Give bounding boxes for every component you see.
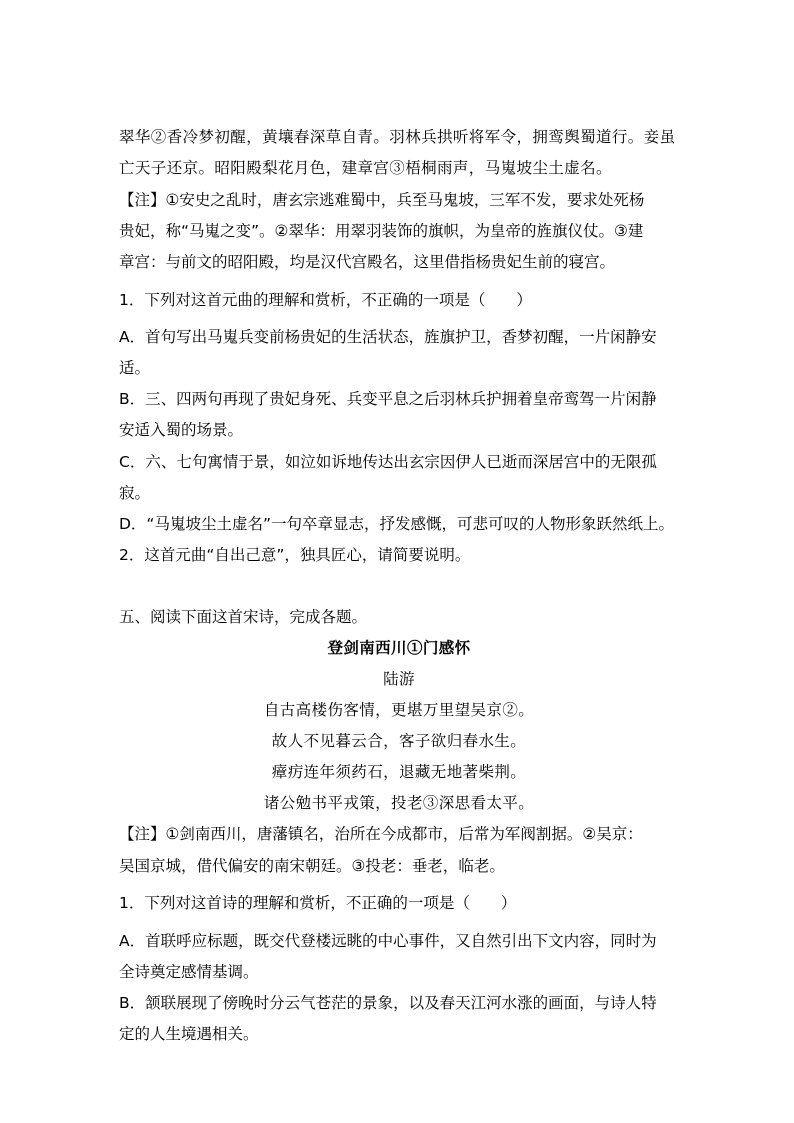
note-line: 吴国京城，借代偏安的南宋朝廷。③投老：垂老，临老。 — [119, 857, 505, 875]
poem-line: 自古高楼伤客情，更堪万里望吴京②。 — [263, 701, 535, 719]
poem-line: 亡天子还京。昭阳殿梨花月色，建章宫③梧桐雨声，马嵬坡尘土虚名。 — [119, 159, 612, 177]
option-d: D．“马嵬坡尘土虚名”一句卒章显志，抒发感慨，可悲可叹的人物形象跃然纸上。 — [119, 515, 674, 533]
poem-line: 翠华②香冷梦初醒，黄壤春深草自青。羽林兵拱听将军令，拥鸾舆蜀道行。妾虽 — [119, 128, 676, 146]
option-c-cont: 寂。 — [119, 484, 151, 502]
option-b: B．颔联展现了傍晚时分云气苍茫的景象，以及春天江河水涨的画面，与诗人特 — [119, 994, 657, 1012]
question-2: 2．这首元曲“自出己意”，独具匠心，请简要说明。 — [119, 546, 471, 564]
option-a: A．首句写出马嵬兵变前杨贵妃的生活状态，旌旗护卫，香梦初醒，一片闲静安 — [119, 328, 657, 346]
poem-title: 登剑南西川①门感怀 — [327, 638, 471, 657]
option-b: B．三、四两句再现了贵妃身死、兵变平息之后羽林兵护拥着皇帝鸾驾一片闲静 — [119, 390, 657, 408]
section-heading: 五、阅读下面这首宋诗，完成各题。 — [119, 608, 368, 626]
option-a-cont: 适。 — [119, 359, 151, 377]
note-line: 【注】①剑南西川，唐藩镇名，治所在今成都市，后常为军阀割据。②吴京： — [119, 825, 643, 843]
option-b-cont: 安适入蜀的场景。 — [119, 421, 244, 439]
note-line: 贵妃，称“马嵬之变”。②翠华：用翠羽装饰的旗帜，为皇帝的旌旗仪仗。③建 — [119, 222, 644, 240]
note-line: 【注】①安史之乱时，唐玄宗逃难蜀中，兵至马鬼坡，三军不发，要求处死杨 — [119, 191, 645, 209]
note-line: 章宫：与前文的昭阳殿，均是汉代宫殿名，这里借指杨贵妃生前的寝宫。 — [119, 253, 616, 271]
option-a: A．首联呼应标题，既交代登楼远眺的中心事件，又自然引出下文内容，同时为 — [119, 932, 657, 950]
option-b-cont: 定的人生境遇相关。 — [119, 1025, 259, 1043]
poem-line: 诸公勉书平戎策，投老③深思看太平。 — [263, 794, 535, 812]
option-a-cont: 全诗奠定感情基调。 — [119, 963, 259, 981]
option-c: C．六、七句寓情于景，如泣如诉地传达出玄宗因伊人已逝而深居宫中的无限孤 — [119, 453, 657, 471]
poem-line: 故人不见暮云合，客子欲归春水生。 — [271, 732, 527, 750]
question-1: 1．下列对这首元曲的理解和赏析，不正确的一项是（ ） — [119, 291, 532, 309]
poem-line: 瘴疠连年须药石，退藏无地著柴荆。 — [271, 763, 527, 781]
poem-author: 陆游 — [383, 670, 415, 688]
question-1: 1．下列对这首诗的理解和赏析，不正确的一项是（ ） — [119, 894, 517, 912]
